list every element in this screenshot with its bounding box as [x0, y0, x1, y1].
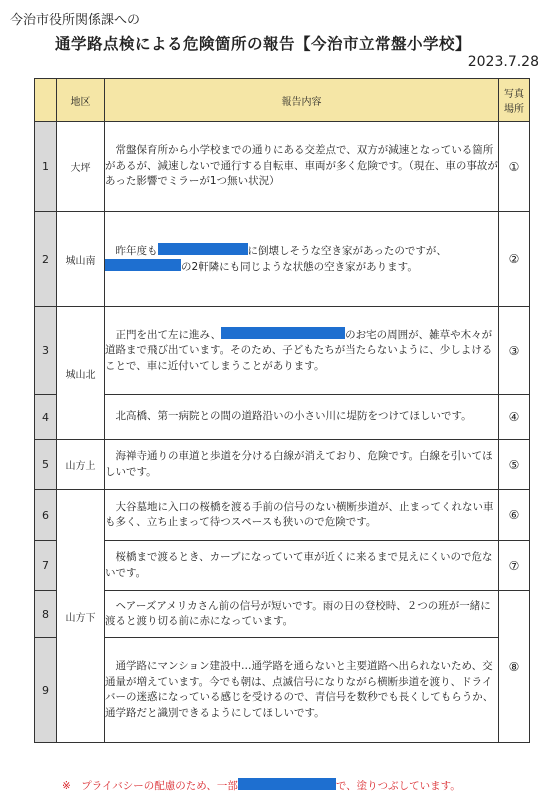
district-cell: 山方下 [57, 490, 105, 743]
privacy-footnote [62, 778, 461, 793]
row-number: 3 [35, 307, 57, 395]
table-row [35, 591, 530, 638]
photo-ref: ⑧ [499, 591, 530, 743]
row-number: 6 [35, 490, 57, 541]
redaction-sample [238, 778, 336, 790]
report-content: 北高橋、第一病院との間の道路沿いの小さい川に堤防をつけてほしいです。 [105, 395, 499, 440]
table-row [35, 212, 530, 307]
table-header-row [35, 79, 530, 122]
photo-ref: ② [499, 212, 530, 307]
addressee: 今治市役所関係課への [10, 13, 141, 28]
report-date: 2023.7.28 [467, 54, 539, 70]
header-district: 地区 [57, 79, 105, 122]
content-text: に倒壊しそうな空き家があったのですが、 [247, 244, 447, 257]
content-text: のお宅の周囲が、雑草や木々が道路まで飛び出ています。そのため、子どもたちが当たらないように、少しよけることで、車に近付いてしまうことがあります。 [105, 328, 493, 372]
redaction-block [221, 327, 345, 339]
table-row [35, 307, 530, 395]
row-number: 9 [35, 638, 57, 743]
district-cell: 城山南 [57, 212, 105, 307]
photo-ref: ③ [499, 307, 530, 395]
header-number [35, 79, 57, 122]
row-number: 1 [35, 122, 57, 212]
row-number: 7 [35, 541, 57, 591]
row-number: 5 [35, 440, 57, 490]
photo-ref: ⑦ [499, 541, 530, 591]
table-row [35, 440, 530, 490]
row-number: 8 [35, 591, 57, 638]
photo-ref: ① [499, 122, 530, 212]
photo-ref: ⑥ [499, 490, 530, 541]
table-row [35, 395, 530, 440]
table-row [35, 122, 530, 212]
report-content: ヘアーズアメリカさん前の信号が短いです。雨の日の登校時、２つの班が一緒に渡ると渡り切る前に赤になっています。 [105, 591, 499, 638]
report-content: 通学路にマンション建設中…通学路を通らないと主要道路へ出られないため、交通量が増えています。今でも朝は、点滅信号になりながら横断歩道を渡り、ドライバーの迷惑になっている感じを受けるので、青信号を数秒でも長くしてもらうか、通学路だと識別できるようにしてほしいです。 [105, 638, 499, 743]
report-content: 海禅寺通りの車道と歩道を分ける白線が消えており、危険です。白線を引いてほしいです。 [105, 440, 499, 490]
table-row [35, 490, 530, 541]
table-row [35, 638, 530, 743]
photo-ref: ⑤ [499, 440, 530, 490]
redaction-block [105, 259, 181, 271]
content-text: 昨年度も [105, 244, 158, 257]
report-table [34, 78, 530, 743]
row-number: 4 [35, 395, 57, 440]
report-content [105, 307, 499, 395]
redaction-block [158, 243, 248, 255]
document-title: 通学路点検による危険箇所の報告【今治市立常盤小学校】 [55, 35, 472, 53]
table-row [35, 541, 530, 591]
content-text: 正門を出て左に進み、 [105, 328, 222, 341]
report-content: 常盤保育所から小学校までの通りにある交差点で、双方が減速となっている箇所があるが、減速しないで通行する自転車、車両が多く危険です。（現在、車の事故があった影響でミラーが1つ無い状況） [105, 122, 499, 212]
header-photo: 写真場所 [499, 79, 530, 122]
photo-ref: ④ [499, 395, 530, 440]
report-content: 大谷墓地に入口の桜橋を渡る手前の信号のない横断歩道が、止まってくれない車も多く、立ち止まって待つスペースも狭いので危険です。 [105, 490, 499, 541]
district-cell: 山方上 [57, 440, 105, 490]
row-number: 2 [35, 212, 57, 307]
footnote-suffix: で、塗りつぶしています。 [335, 780, 461, 792]
district-cell: 大坪 [57, 122, 105, 212]
report-content: 桜橋まで渡るとき、カーブになっていて車が近くに来るまで見えにくいので危ないです。 [105, 541, 499, 591]
content-text: の2軒隣にも同じような状態の空き家があります。 [181, 261, 418, 273]
header-content: 報告内容 [105, 79, 499, 122]
district-cell: 城山北 [57, 307, 105, 440]
report-content [105, 212, 499, 307]
footnote-prefix: ※ プライバシーの配慮のため、一部 [62, 780, 238, 792]
